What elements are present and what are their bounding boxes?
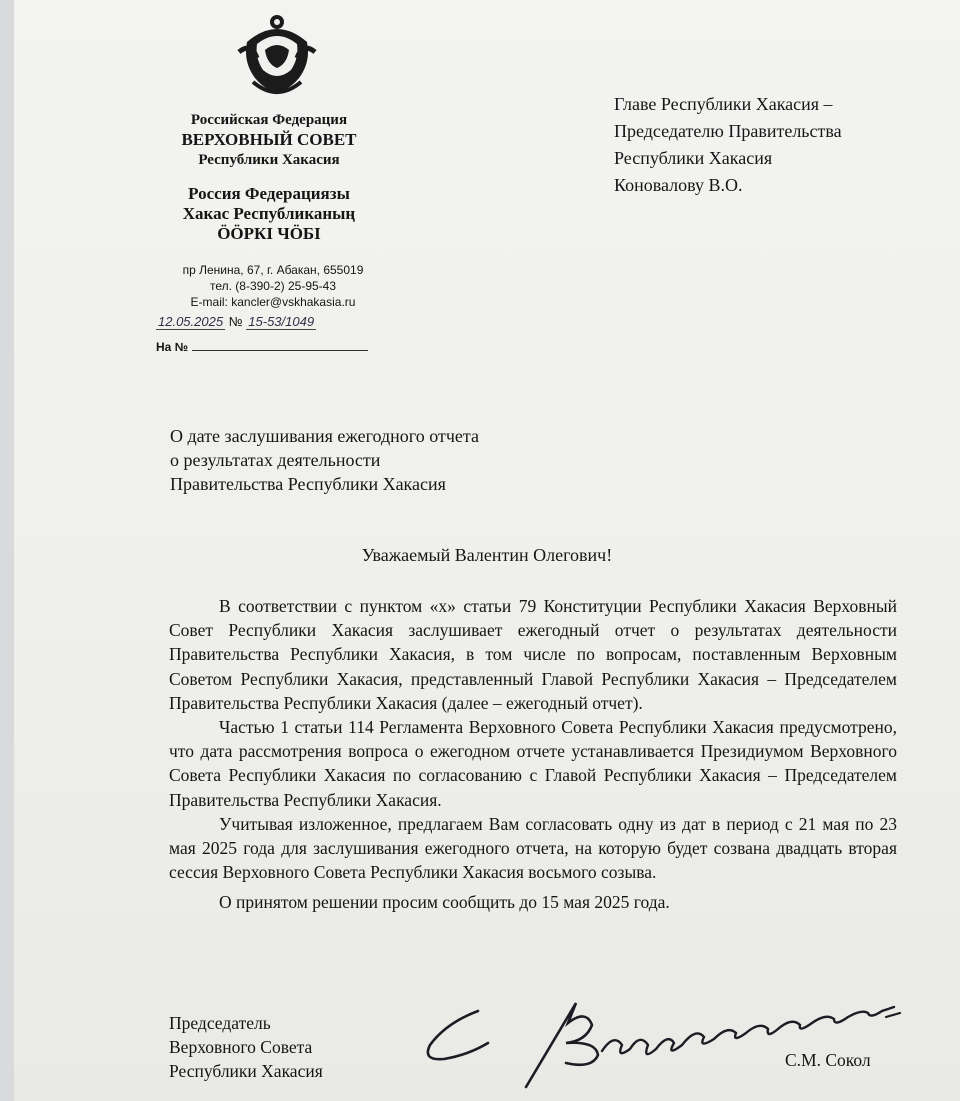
signer-name: С.М. Сокол (785, 1050, 871, 1070)
number-sign: № (228, 314, 243, 329)
registration-line (156, 314, 316, 329)
addressee-line: Республики Хакасия (614, 148, 773, 168)
addressee-name: Коновалову В.О. (614, 175, 743, 195)
coat-of-arms-emblem (237, 12, 317, 96)
body-paragraph: О принятом решении просим сообщить до 15 мая 2025 года. (219, 892, 670, 913)
letterhead-khak-region: Хакас Республиканың (182, 204, 356, 223)
letterhead-country: Российская Федерация (190, 112, 348, 128)
handwritten-signature (416, 983, 906, 1091)
letterhead-org: ВЕРХОВНЫЙ СОВЕТ (181, 130, 357, 149)
outgoing-date: 12.05.2025 (158, 314, 224, 329)
addressee-block (614, 91, 842, 199)
signer-title-line: Председатель (169, 1013, 271, 1033)
contact-address: пр Ленина, 67, г. Абакан, 655019 (182, 263, 364, 277)
salutation: Уважаемый Валентин Олегович! (361, 545, 613, 565)
body-paragraph: Частью 1 статьи 114 Регламента Верховного Совета Республики Хакасия предусмотрено, что дата рассмотрения вопроса о ежегодном отчете устанавливается Президиумом Верховного Совета Республики Хакасия по согласованию с Главой Республики Хакасия – Председателем Правительства Республики Хакасия. (169, 717, 897, 810)
reply-to-line (156, 340, 368, 354)
signer-title (169, 1011, 323, 1083)
reply-to-label: На № (156, 340, 189, 354)
outgoing-number: 15-53/1049 (248, 314, 315, 329)
letter-subject (170, 424, 479, 496)
letterhead-region: Республики Хакасия (198, 152, 340, 168)
addressee-line: Главе Республики Хакасия – (614, 94, 833, 114)
letterhead-russian (164, 110, 374, 170)
contact-phone: тел. (8-390-2) 25-95-43 (209, 279, 337, 293)
signer-title-line: Верховного Совета (169, 1037, 313, 1057)
letterhead-contacts (159, 262, 387, 310)
contact-email: E-mail: kancler@vskhakasia.ru (190, 295, 356, 309)
subject-line: Правительства Республики Хакасия (170, 474, 446, 494)
reply-to-blank (192, 340, 368, 351)
letter-page (14, 0, 960, 1101)
letterhead-khakas (164, 184, 374, 244)
body-paragraph: В соответствии с пунктом «х» статьи 79 Конституции Республики Хакасия Верховный Совет Республики Хакасия заслушивает ежегодный отчет о результатах деятельности Правительства Республики Хакасия, в том числе по вопросам, поставленным Верховным Советом Республики Хакасия, представленный Главой Республики Хакасия – Председателем Правительства Республики Хакасия (далее – ежегодный отчет). (169, 596, 897, 713)
letter-body (169, 594, 897, 915)
body-paragraph: Учитывая изложенное, предлагаем Вам согласовать одну из дат в период с 21 мая по 23 мая 2025 года для заслушивания ежегодного отчета, на которую будет созвана двадцать вторая сессия Верховного Совета Республики Хакасия восьмого созыва. (169, 813, 897, 883)
letterhead-khak-country: Россия Федерациязы (188, 184, 350, 203)
subject-line: О дате заслушивания ежегодного отчета (170, 426, 479, 446)
letterhead-khak-org: ӦӦРКІ ЧӦБІ (217, 224, 321, 243)
subject-line: о результатах деятельности (170, 450, 381, 470)
addressee-line: Председателю Правительства (614, 121, 842, 141)
signer-title-line: Республики Хакасия (169, 1061, 323, 1081)
